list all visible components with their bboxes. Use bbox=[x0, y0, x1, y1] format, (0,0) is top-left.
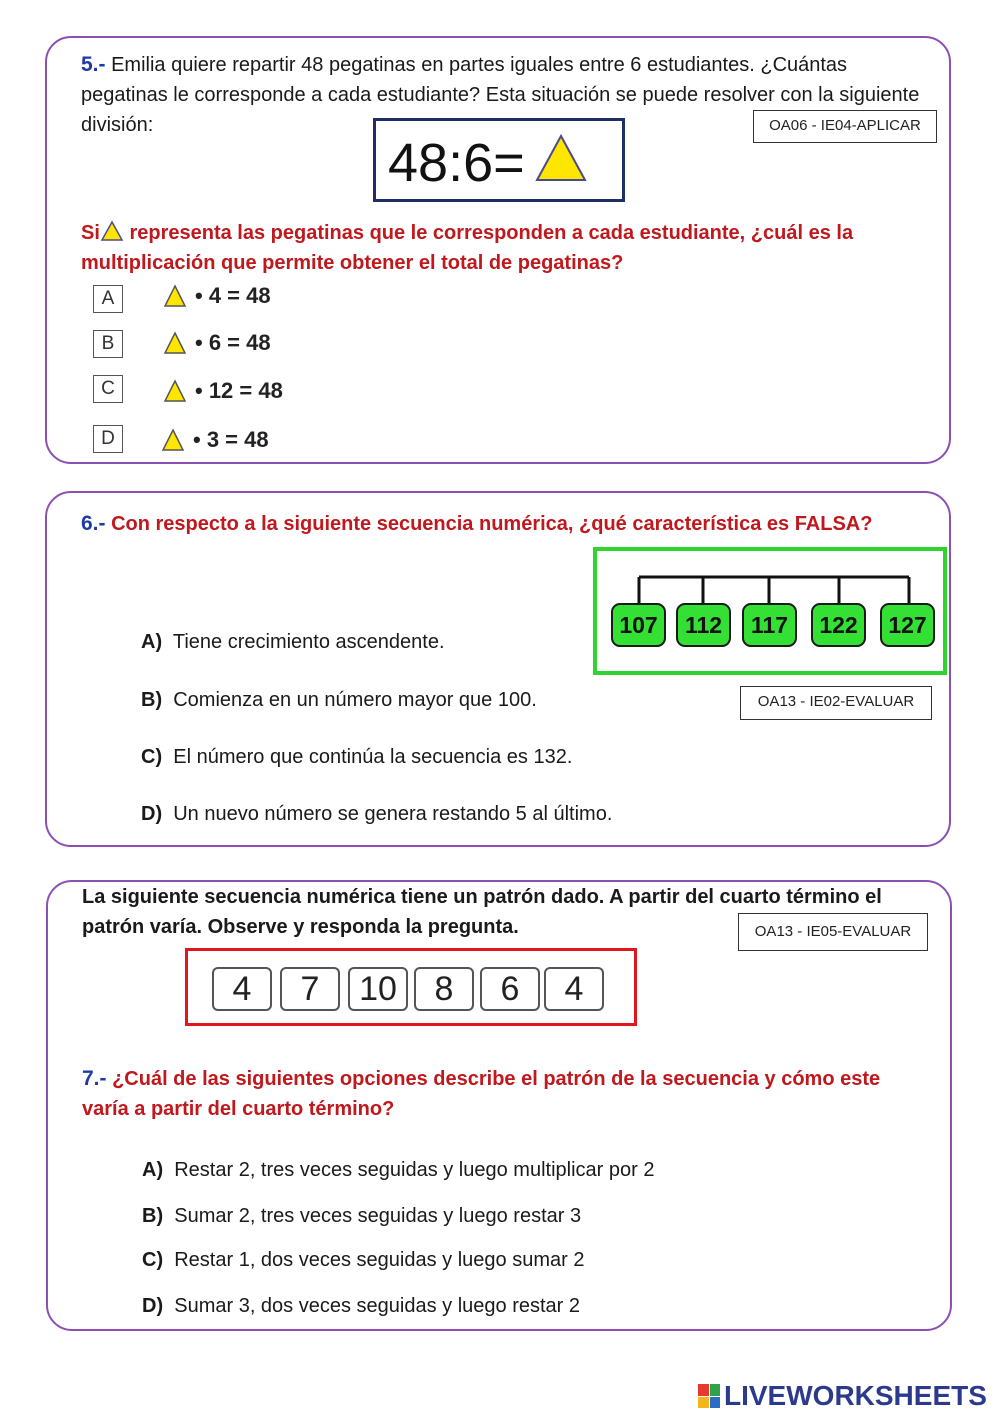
option-c-equation bbox=[163, 378, 283, 404]
q6-option-b-text: Comienza en un número mayor que 100. bbox=[173, 689, 537, 711]
q7-option-a[interactable] bbox=[142, 1155, 654, 1185]
q7-option-d[interactable] bbox=[142, 1291, 580, 1321]
option-c-equation-text: • 12 = 48 bbox=[195, 378, 283, 403]
triangle-icon bbox=[163, 331, 187, 355]
option-a-equation bbox=[163, 283, 271, 309]
question-7-prompt bbox=[82, 1064, 932, 1124]
pattern-term-1: 4 bbox=[212, 967, 272, 1011]
question-6-text: Con respecto a la siguiente secuencia numérica, ¿qué característica es FALSA? bbox=[105, 513, 873, 535]
q7-option-a-text: Restar 2, tres veces seguidas y luego multiplicar por 2 bbox=[174, 1159, 655, 1181]
question-7-card bbox=[46, 880, 952, 1331]
q5-objective-tag: OA06 - IE04-APLICAR bbox=[753, 110, 937, 143]
question-5-number: 5.- bbox=[81, 53, 106, 76]
q7-option-b-text: Sumar 2, tres veces seguidas y luego restar 3 bbox=[174, 1205, 582, 1227]
question-6-card bbox=[45, 491, 951, 847]
triangle-icon bbox=[534, 133, 588, 183]
q6-option-c-letter: C) bbox=[141, 746, 163, 768]
q7-option-a-letter: A) bbox=[142, 1159, 164, 1181]
q6-option-a-letter: A) bbox=[141, 631, 163, 653]
option-b-equation bbox=[163, 330, 271, 356]
option-b-checkbox[interactable]: B bbox=[93, 330, 123, 358]
sequence-term-3: 117 bbox=[742, 603, 797, 647]
q7-objective-tag: OA13 - IE05-EVALUAR bbox=[738, 913, 928, 951]
liveworksheets-logo-icon bbox=[698, 1384, 720, 1408]
q6-option-b-letter: B) bbox=[141, 689, 163, 711]
question-7-number: 7.- bbox=[82, 1067, 107, 1090]
number-sequence-figure bbox=[593, 547, 947, 675]
q6-option-a-text: Tiene crecimiento ascendente. bbox=[172, 631, 445, 653]
option-c-checkbox[interactable]: C bbox=[93, 375, 123, 403]
pattern-term-3: 10 bbox=[348, 967, 408, 1011]
pattern-term-5: 6 bbox=[480, 967, 540, 1011]
question-7-text: ¿Cuál de las siguientes opciones describe el patrón de la secuencia y cómo este varía a partir del cuarto término? bbox=[82, 1068, 881, 1120]
option-d-equation-text: • 3 = 48 bbox=[193, 427, 269, 452]
q6-option-d-text: Un nuevo número se genera restando 5 al último. bbox=[173, 803, 613, 825]
q7-option-d-letter: D) bbox=[142, 1295, 164, 1317]
question-7-intro: La siguiente secuencia numérica tiene un patrón dado. A partir del cuarto término el patrón varía. Observe y responda la pregunta. bbox=[82, 886, 882, 938]
q6-option-c-text: El número que continúa la secuencia es 132. bbox=[173, 746, 573, 768]
question-5-card bbox=[45, 36, 951, 464]
question-6-number: 6.- bbox=[81, 512, 106, 535]
q6-objective-tag: OA13 - IE02-EVALUAR bbox=[740, 686, 932, 720]
q6-option-c[interactable] bbox=[141, 742, 572, 772]
option-d-equation bbox=[161, 427, 269, 453]
triangle-icon bbox=[161, 428, 185, 452]
sequence-term-4: 122 bbox=[811, 603, 866, 647]
pattern-term-4: 8 bbox=[414, 967, 474, 1011]
q7-option-c-text: Restar 1, dos veces seguidas y luego sumar 2 bbox=[174, 1249, 585, 1271]
division-box bbox=[373, 118, 625, 202]
sequence-term-1: 107 bbox=[611, 603, 666, 647]
option-b-equation-text: • 6 = 48 bbox=[195, 330, 271, 355]
q6-option-a[interactable] bbox=[141, 627, 445, 657]
liveworksheets-brand[interactable] bbox=[698, 1380, 987, 1412]
option-a-equation-text: • 4 = 48 bbox=[195, 283, 271, 308]
q7-option-c-letter: C) bbox=[142, 1249, 164, 1271]
option-a-checkbox[interactable]: A bbox=[93, 285, 123, 313]
triangle-icon bbox=[163, 379, 187, 403]
triangle-icon bbox=[100, 220, 124, 242]
brand-name: LIVEWORKSHEETS bbox=[724, 1380, 987, 1411]
division-expression: 48:6= bbox=[388, 133, 525, 193]
q7-option-b-letter: B) bbox=[142, 1205, 164, 1227]
option-d-checkbox[interactable]: D bbox=[93, 425, 123, 453]
question-5-prompt-prefix: Si bbox=[81, 222, 100, 244]
question-5-prompt-rest: representa las pegatinas que le corresponden a cada estudiante, ¿cuál es la multiplicación que permite obtener el total de pegatinas? bbox=[81, 222, 854, 274]
question-5-prompt bbox=[81, 218, 931, 278]
triangle-icon bbox=[163, 284, 187, 308]
sequence-term-2: 112 bbox=[676, 603, 731, 647]
pattern-sequence-figure bbox=[185, 948, 637, 1026]
question-5-statement: Emilia quiere repartir 48 pegatinas en partes iguales entre 6 estudiantes. ¿Cuántas pegatinas le corresponde a cada estudiante? Esta situación se puede resolver con la siguiente división: bbox=[81, 54, 920, 136]
q7-option-d-text: Sumar 3, dos veces seguidas y luego restar 2 bbox=[174, 1295, 581, 1317]
q7-option-c[interactable] bbox=[142, 1245, 584, 1275]
sequence-term-5: 127 bbox=[880, 603, 935, 647]
q6-option-d[interactable] bbox=[141, 799, 612, 829]
q7-option-b[interactable] bbox=[142, 1201, 581, 1231]
pattern-term-6: 4 bbox=[544, 967, 604, 1011]
q6-option-d-letter: D) bbox=[141, 803, 163, 825]
q6-option-b[interactable] bbox=[141, 685, 537, 715]
pattern-term-2: 7 bbox=[280, 967, 340, 1011]
question-6-prompt bbox=[81, 509, 931, 539]
